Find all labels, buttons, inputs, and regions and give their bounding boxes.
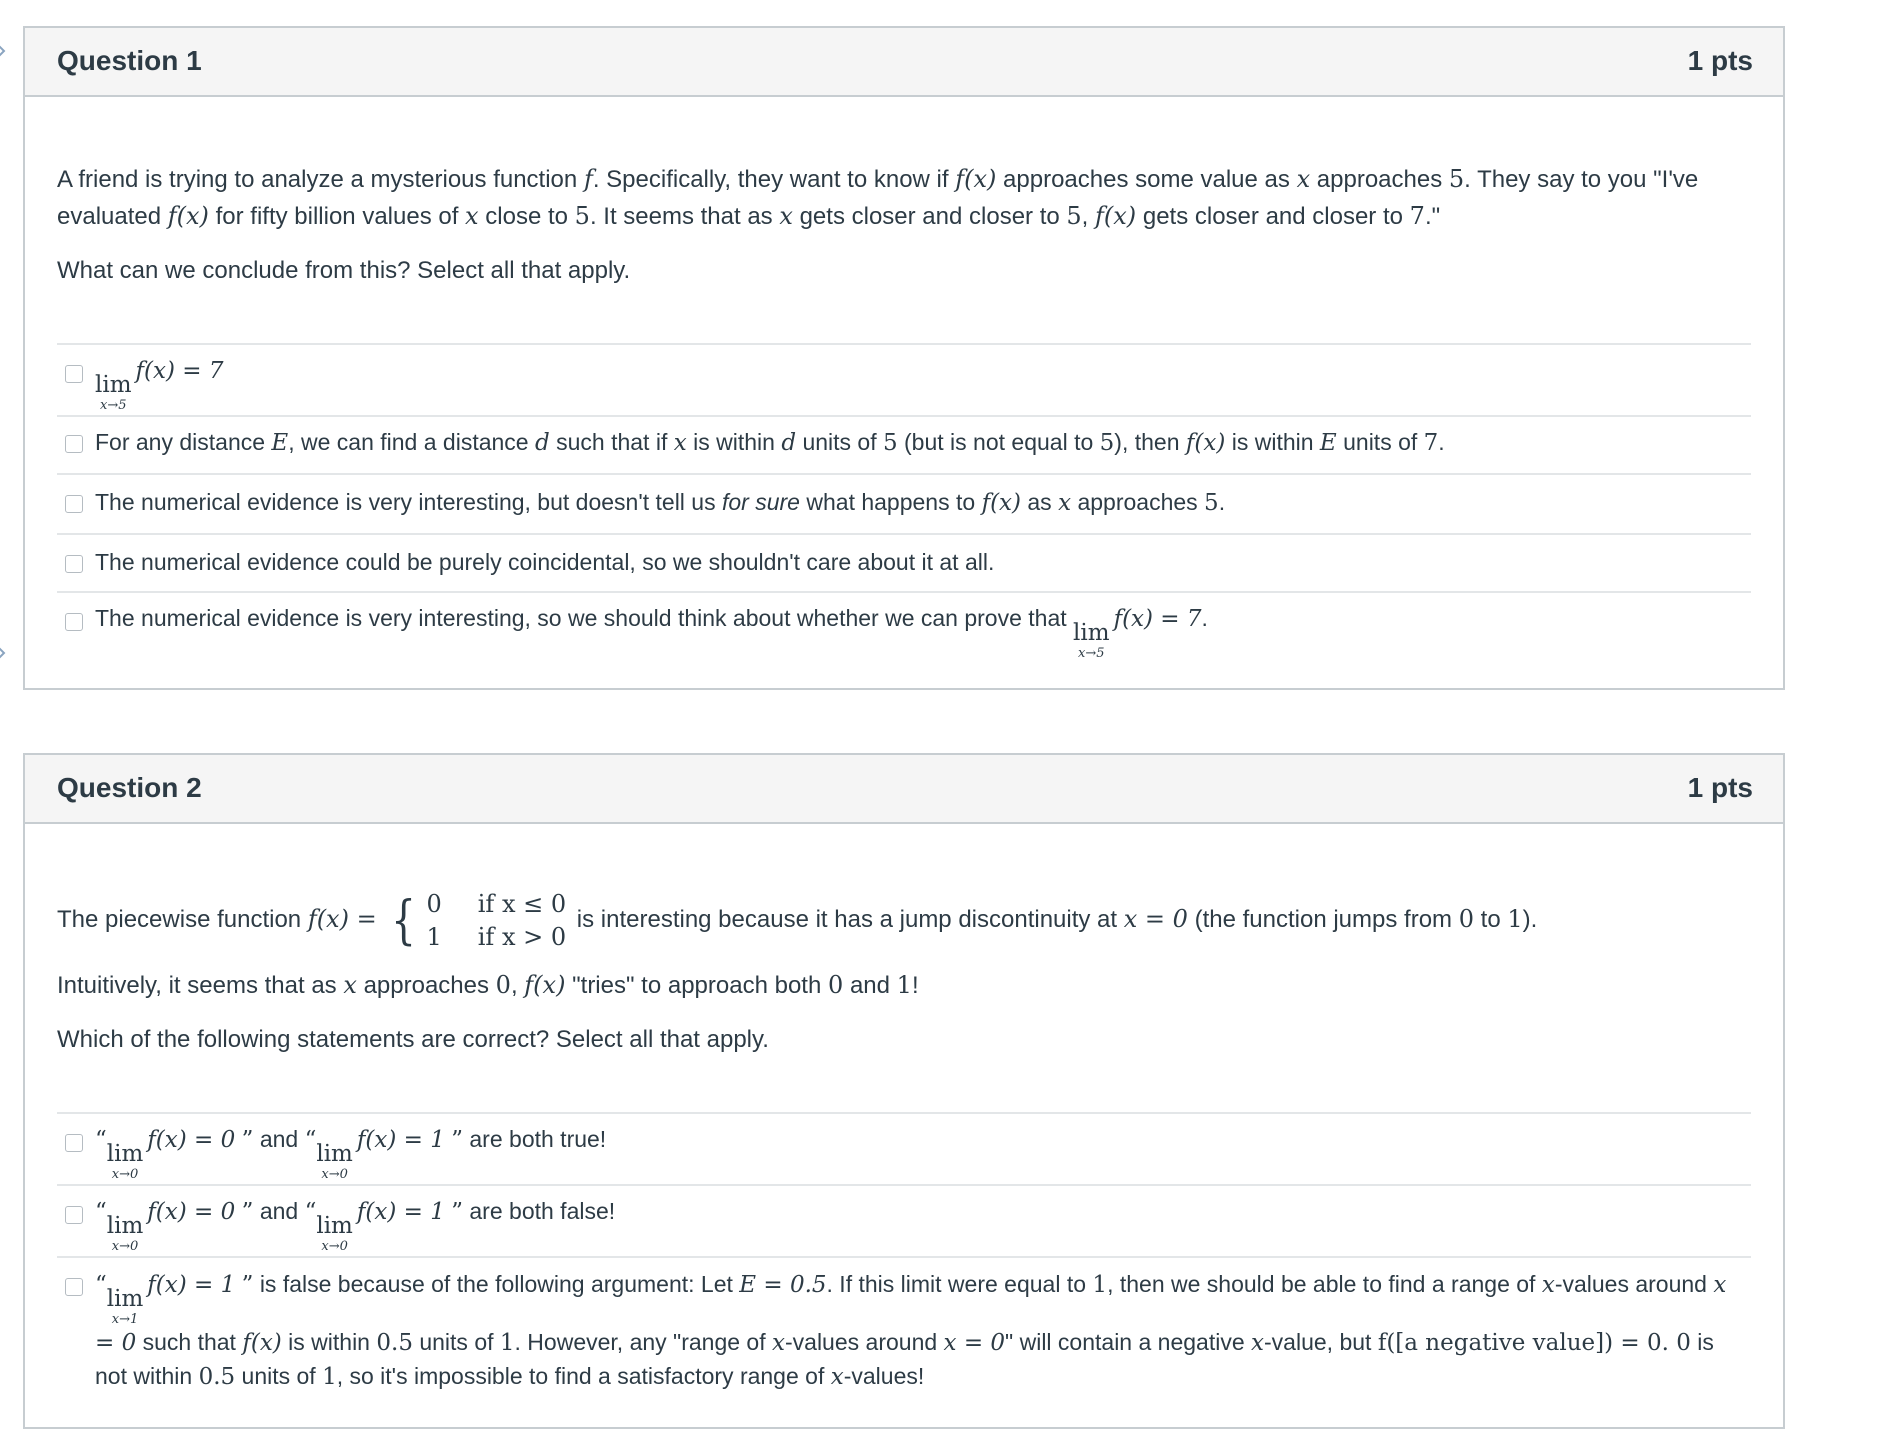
answer-checkbox[interactable] <box>65 1206 83 1224</box>
answer-label: The numerical evidence is very interesting, but doesn't tell us for sure what happens to f(x) as x approaches 5. <box>95 489 1226 516</box>
answer-checkbox[interactable] <box>65 613 83 631</box>
answer-option[interactable] <box>57 473 1751 533</box>
answer-label: “ lim x→1 f(x) = 1 ” is false because of the following argument: Let E = 0.5. If this limit were equal to 1, then we should be able to find a range of x-values around x = 0 such that f(x) is within 0.5 units of 1. However, any "range of x-values around x = 0" will contain a negative x-value, but f([a negative value]) = 0. 0 is not within 0.5 units of 1, so it's impossible to find a satisfactory range of x-values! <box>95 1271 1727 1390</box>
question-2 <box>23 753 1785 1429</box>
answer-label: lim x→5 f(x) = 7 <box>95 358 224 413</box>
answer-checkbox[interactable] <box>65 365 83 383</box>
answer-checkbox[interactable] <box>65 495 83 513</box>
answer-checkbox[interactable] <box>65 435 83 453</box>
answer-checkbox[interactable] <box>65 555 83 573</box>
question-header <box>25 28 1783 97</box>
question-paragraph: A friend is trying to analyze a mysterious function f. Specifically, they want to know if f(x) approaches some value as x approaches 5. They say to you "I've evaluated f(x) for fifty billion values of x close to 5. It seems that as x gets closer and closer to 5, f(x) gets closer and closer to 7." <box>57 165 1699 230</box>
answer-checkbox[interactable] <box>65 1278 83 1296</box>
answer-list <box>57 1112 1751 1408</box>
question-paragraph: The piecewise function f(x) = { 0 if x ≤ 0 1 if x > 0 is interesting because it has a jump discontinuity at x = 0 (the function jumps from 0 to 1). <box>57 884 1751 955</box>
answer-option[interactable] <box>57 1112 1751 1184</box>
answer-option[interactable] <box>57 1184 1751 1256</box>
question-text <box>57 884 1751 1058</box>
piecewise-definition: { 0 if x ≤ 0 1 if x > 0 <box>391 889 567 951</box>
answer-option[interactable] <box>57 1256 1751 1408</box>
question-points: 1 pts <box>1687 45 1753 76</box>
answer-list <box>57 343 1751 671</box>
answer-option[interactable] <box>57 415 1751 473</box>
answer-option[interactable] <box>57 591 1751 671</box>
answer-label: “ lim x→0 f(x) = 0 ” and “ lim x→0 f(x) = 1 ” are both true! <box>95 1126 607 1182</box>
question-instruction: Which of the following statements are correct? Select all that apply. <box>57 1026 769 1053</box>
question-header <box>25 755 1783 824</box>
answer-label: “ lim x→0 f(x) = 0 ” and “ lim x→0 f(x) = 1 ” are both false! <box>95 1198 616 1254</box>
question-title: Question 2 <box>57 772 202 803</box>
question-title: Question 1 <box>57 45 202 76</box>
question-1 <box>23 26 1785 690</box>
answer-option[interactable] <box>57 533 1751 591</box>
chevron-right-icon[interactable] <box>0 638 8 668</box>
question-paragraph: Intuitively, it seems that as x approaches 0, f(x) "tries" to approach both 0 and 1! <box>57 971 919 999</box>
answer-option[interactable] <box>57 343 1751 415</box>
question-text <box>57 161 1751 289</box>
answer-label: For any distance E, we can find a distance d such that if x is within d units of 5 (but is not equal to 5), then f(x) is within E units of 7. <box>95 429 1445 456</box>
answer-label: The numerical evidence could be purely coincidental, so we shouldn't care about it at all. <box>95 549 995 575</box>
question-points: 1 pts <box>1687 772 1753 803</box>
chevron-right-icon[interactable] <box>0 36 8 66</box>
question-instruction: What can we conclude from this? Select all that apply. <box>57 257 631 284</box>
answer-checkbox[interactable] <box>65 1134 83 1152</box>
answer-label: The numerical evidence is very interesting, so we should think about whether we can prove that lim x→5 f(x) = 7. <box>95 605 1208 661</box>
